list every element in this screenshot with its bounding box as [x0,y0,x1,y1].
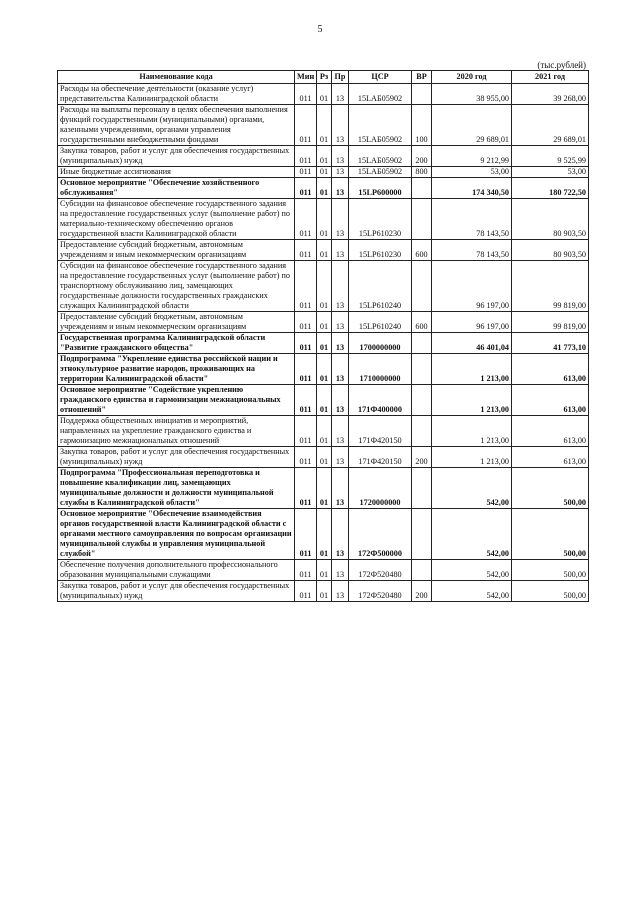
col-header-min: Мин [295,71,317,84]
row-2021-cell: 500,00 [512,509,589,560]
row-name-cell: Предоставление субсидий бюджетным, автономным учреждениям и иным некоммерческим организациям [58,240,295,261]
row-name-cell: Субсидии на финансовое обеспечение государственного задания на предоставление государственных услуг (выполнение работ) по материально-техническому обеспечению органов государственной власти Калининградской области [58,199,295,240]
row-vr-cell [412,509,432,560]
table-row [58,240,589,261]
table-row [58,105,589,146]
row-rz-cell: 01 [317,167,332,178]
row-2020-cell: 78 143,50 [432,240,512,261]
row-vr-cell: 100 [412,105,432,146]
table-row [58,333,589,354]
col-header-rz: Рз [317,71,332,84]
row-2020-cell: 1 213,00 [432,354,512,385]
col-header-csr: ЦСР [349,71,412,84]
row-pr-cell: 13 [332,447,349,468]
row-vr-cell: 200 [412,581,432,602]
row-vr-cell [412,560,432,581]
row-vr-cell: 200 [412,447,432,468]
row-pr-cell: 13 [332,240,349,261]
row-csr-cell: 171Ф420150 [349,447,412,468]
row-rz-cell: 01 [317,240,332,261]
table-row [58,560,589,581]
row-csr-cell: 1700000000 [349,333,412,354]
row-2020-cell: 46 401,04 [432,333,512,354]
row-min-cell: 011 [295,240,317,261]
row-name-cell: Закупка товаров, работ и услуг для обеспечения государственных (муниципальных) нужд [58,146,295,167]
table-row [58,447,589,468]
col-header-vr: ВР [412,71,432,84]
row-min-cell: 011 [295,146,317,167]
row-vr-cell [412,178,432,199]
row-name-cell: Расходы на выплаты персоналу в целях обеспечения выполнения функций государственными (муниципальными) органами, казенными учреждениями, органами управления государственными внебюджетными фондами [58,105,295,146]
row-rz-cell: 01 [317,261,332,312]
row-2021-cell: 80 903,50 [512,240,589,261]
row-min-cell: 011 [295,333,317,354]
row-rz-cell: 01 [317,581,332,602]
row-csr-cell: 172Ф520480 [349,560,412,581]
row-pr-cell: 13 [332,105,349,146]
row-2020-cell: 78 143,50 [432,199,512,240]
row-2020-cell: 96 197,00 [432,261,512,312]
row-pr-cell: 13 [332,84,349,105]
row-rz-cell: 01 [317,199,332,240]
row-csr-cell: 1720000000 [349,468,412,509]
table-row [58,146,589,167]
row-csr-cell: 15LАБ05902 [349,105,412,146]
row-rz-cell: 01 [317,468,332,509]
table-row [58,167,589,178]
row-pr-cell: 13 [332,416,349,447]
row-2021-cell: 39 268,00 [512,84,589,105]
row-vr-cell [412,261,432,312]
row-min-cell: 011 [295,354,317,385]
row-2021-cell: 99 819,00 [512,312,589,333]
row-pr-cell: 13 [332,178,349,199]
row-2020-cell: 542,00 [432,509,512,560]
row-pr-cell: 13 [332,312,349,333]
row-name-cell: Обеспечение получения дополнительного профессионального образования муниципальными служащими [58,560,295,581]
row-rz-cell: 01 [317,509,332,560]
row-rz-cell: 01 [317,333,332,354]
row-vr-cell [412,468,432,509]
table-header [58,71,589,84]
row-min-cell: 011 [295,468,317,509]
table-row [58,385,589,416]
row-csr-cell: 15LР600000 [349,178,412,199]
row-2020-cell: 9 212,99 [432,146,512,167]
row-2020-cell: 1 213,00 [432,385,512,416]
row-csr-cell: 171Ф420150 [349,416,412,447]
row-vr-cell: 800 [412,167,432,178]
col-header-pr: Пр [332,71,349,84]
row-min-cell: 011 [295,105,317,146]
page-number: 5 [317,24,323,35]
row-2021-cell: 613,00 [512,416,589,447]
row-2020-cell: 53,00 [432,167,512,178]
row-name-cell: Основное мероприятие "Обеспечение хозяйственного обслуживания" [58,178,295,199]
row-2020-cell: 96 197,00 [432,312,512,333]
row-2020-cell: 29 689,01 [432,105,512,146]
row-2020-cell: 1 213,00 [432,416,512,447]
col-header-name: Наименование кода [58,71,295,84]
row-rz-cell: 01 [317,178,332,199]
row-2021-cell: 99 819,00 [512,261,589,312]
row-pr-cell: 13 [332,354,349,385]
row-min-cell: 011 [295,581,317,602]
row-csr-cell: 15LР610240 [349,312,412,333]
row-csr-cell: 172Ф500000 [349,509,412,560]
table-row [58,312,589,333]
row-pr-cell: 13 [332,581,349,602]
row-rz-cell: 01 [317,560,332,581]
row-2020-cell: 542,00 [432,560,512,581]
row-2021-cell: 180 722,50 [512,178,589,199]
row-name-cell: Закупка товаров, работ и услуг для обеспечения государственных (муниципальных) нужд [58,447,295,468]
table-body [58,84,589,602]
row-csr-cell: 171Ф400000 [349,385,412,416]
row-2021-cell: 53,00 [512,167,589,178]
row-vr-cell [412,199,432,240]
row-min-cell: 011 [295,385,317,416]
row-name-cell: Подпрограмма "Профессиональная переподготовка и повышение квалификации лиц, замещающих муниципальные должности и должности муниципальной службы в Калининградской области" [58,468,295,509]
row-name-cell: Подпрограмма "Укрепление единства российской нации и этнокультурное развитие народов, проживающих на территории Калининградской области" [58,354,295,385]
row-csr-cell: 15LАБ05902 [349,84,412,105]
row-csr-cell: 1710000000 [349,354,412,385]
row-pr-cell: 13 [332,146,349,167]
row-name-cell: Предоставление субсидий бюджетным, автономным учреждениям и иным некоммерческим организациям [58,312,295,333]
row-2020-cell: 542,00 [432,468,512,509]
row-min-cell: 011 [295,84,317,105]
row-pr-cell: 13 [332,560,349,581]
row-vr-cell [412,354,432,385]
row-name-cell: Государственная программа Калининградской области "Развитие гражданского общества" [58,333,295,354]
row-vr-cell: 600 [412,312,432,333]
row-2020-cell: 1 213,00 [432,447,512,468]
table-row [58,354,589,385]
row-min-cell: 011 [295,261,317,312]
table-row [58,199,589,240]
row-vr-cell: 200 [412,146,432,167]
row-name-cell: Расходы на обеспечение деятельности (оказание услуг) представительства Калининградской области [58,84,295,105]
row-csr-cell: 15LР610230 [349,199,412,240]
row-min-cell: 011 [295,167,317,178]
row-2021-cell: 613,00 [512,385,589,416]
row-name-cell: Поддержка общественных инициатив и мероприятий, направленных на укрепление гражданского единства и гармонизацию межнациональных отношений [58,416,295,447]
row-2021-cell: 500,00 [512,560,589,581]
row-pr-cell: 13 [332,385,349,416]
row-rz-cell: 01 [317,447,332,468]
row-rz-cell: 01 [317,354,332,385]
row-csr-cell: 15LАБ05902 [349,146,412,167]
row-2021-cell: 29 689,01 [512,105,589,146]
row-name-cell: Основное мероприятие "Содействие укреплению гражданского единства и гармонизации межнациональных отношений" [58,385,295,416]
row-vr-cell [412,385,432,416]
budget-table [57,70,589,602]
row-2021-cell: 41 773,10 [512,333,589,354]
table-row [58,416,589,447]
row-min-cell: 011 [295,199,317,240]
row-rz-cell: 01 [317,416,332,447]
row-min-cell: 011 [295,312,317,333]
row-name-cell: Субсидии на финансовое обеспечение государственного задания на предоставление государственных услуг (выполнение работ) по транспортному обслуживанию лиц, замещающих государственные должности государственных гражданских служащих Калининградской области [58,261,295,312]
units-label: (тыс.рублей) [537,60,586,70]
row-2021-cell: 500,00 [512,468,589,509]
row-vr-cell: 600 [412,240,432,261]
row-2021-cell: 613,00 [512,447,589,468]
row-rz-cell: 01 [317,385,332,416]
row-csr-cell: 15LР610230 [349,240,412,261]
row-pr-cell: 13 [332,167,349,178]
row-vr-cell [412,84,432,105]
row-rz-cell: 01 [317,312,332,333]
table-row [58,509,589,560]
row-min-cell: 011 [295,178,317,199]
row-name-cell: Иные бюджетные ассигнования [58,167,295,178]
row-pr-cell: 13 [332,509,349,560]
table-row [58,468,589,509]
row-2020-cell: 174 340,50 [432,178,512,199]
table-row [58,178,589,199]
row-pr-cell: 13 [332,199,349,240]
row-2020-cell: 38 955,00 [432,84,512,105]
row-min-cell: 011 [295,509,317,560]
table-row [58,261,589,312]
row-2021-cell: 80 903,50 [512,199,589,240]
col-header-2021: 2021 год [512,71,589,84]
row-vr-cell [412,416,432,447]
table-row [58,84,589,105]
row-name-cell: Закупка товаров, работ и услуг для обеспечения государственных (муниципальных) нужд [58,581,295,602]
row-pr-cell: 13 [332,261,349,312]
row-min-cell: 011 [295,560,317,581]
row-2021-cell: 9 525,99 [512,146,589,167]
row-min-cell: 011 [295,447,317,468]
row-csr-cell: 15LР610240 [349,261,412,312]
row-csr-cell: 172Ф520480 [349,581,412,602]
row-name-cell: Основное мероприятие "Обеспечение взаимодействия органов государственной власти Калининградской области с органами местного самоуправления по вопросам организации муниципальной службы и управления муниципальной службой" [58,509,295,560]
row-rz-cell: 01 [317,146,332,167]
row-2020-cell: 542,00 [432,581,512,602]
row-pr-cell: 13 [332,468,349,509]
col-header-2020: 2020 год [432,71,512,84]
row-2021-cell: 613,00 [512,354,589,385]
row-csr-cell: 15LАБ05902 [349,167,412,178]
row-rz-cell: 01 [317,84,332,105]
row-rz-cell: 01 [317,105,332,146]
row-2021-cell: 500,00 [512,581,589,602]
row-min-cell: 011 [295,416,317,447]
row-vr-cell [412,333,432,354]
table-row [58,581,589,602]
row-pr-cell: 13 [332,333,349,354]
